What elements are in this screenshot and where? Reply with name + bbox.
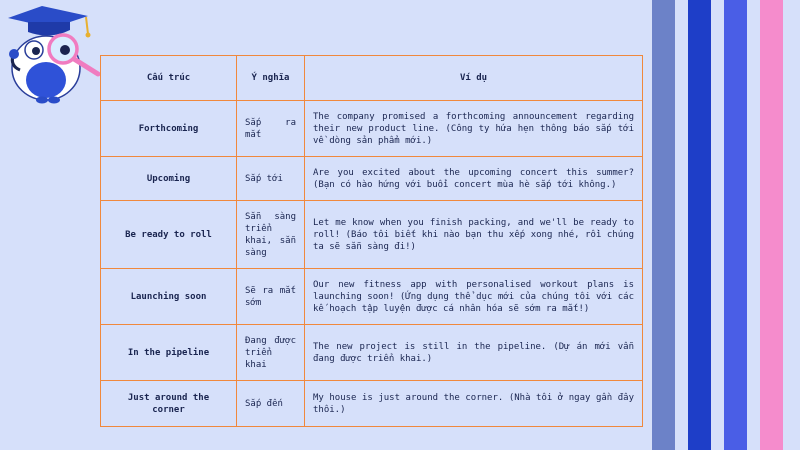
table-row <box>101 101 643 157</box>
structure-cell: Upcoming <box>101 157 237 201</box>
table-row <box>101 201 643 269</box>
decor-stripe-3 <box>724 0 747 450</box>
table-header-row <box>101 56 643 101</box>
decor-stripe-2 <box>688 0 711 450</box>
structure-cell: Forthcoming <box>101 101 237 157</box>
meaning-cell: Sắp đến <box>237 381 305 427</box>
example-cell: The new project is still in the pipeline. (Dự án mới vẫn đang được triển khai.) <box>305 325 643 381</box>
meaning-cell: Đang được triển khai <box>237 325 305 381</box>
table-row <box>101 381 643 427</box>
header-meaning: Ý nghĩa <box>237 56 305 101</box>
table-row <box>101 325 643 381</box>
structure-cell: In the pipeline <box>101 325 237 381</box>
structure-cell: Launching soon <box>101 269 237 325</box>
example-cell: Our new fitness app with personalised workout plans is launching soon! (Ứng dụng thể dục mới của chúng tôi với các kế hoạch tập luyện được cá nhân hóa sẽ sớm ra mắt!) <box>305 269 643 325</box>
decor-stripe-1 <box>652 0 675 450</box>
meaning-cell: Sẽ ra mắt sớm <box>237 269 305 325</box>
header-example: Ví dụ <box>305 56 643 101</box>
owl-mascot-icon <box>0 0 110 115</box>
table-row <box>101 157 643 201</box>
meaning-cell: Sắp tới <box>237 157 305 201</box>
table-row <box>101 269 643 325</box>
meaning-cell: Sắp ra mắt <box>237 101 305 157</box>
header-structure: Cấu trúc <box>101 56 237 101</box>
decor-stripe-4 <box>760 0 783 450</box>
example-cell: My house is just around the corner. (Nhà tôi ở ngay gần đây thôi.) <box>305 381 643 427</box>
example-cell: Are you excited about the upcoming concert this summer? (Bạn có hào hứng với buổi concert mùa hè sắp tới không.) <box>305 157 643 201</box>
example-cell: The company promised a forthcoming announcement regarding their new product line. (Công ty hứa hẹn thông báo sắp tới về dòng sản phẩm mới.) <box>305 101 643 157</box>
structure-cell: Just around the corner <box>101 381 237 427</box>
structure-cell: Be ready to roll <box>101 201 237 269</box>
structure-table <box>100 55 643 427</box>
example-cell: Let me know when you finish packing, and we'll be ready to roll! (Báo tôi biết khi nào bạn thu xếp xong nhé, rồi chúng ta sẽ sẵn sàng đi!) <box>305 201 643 269</box>
meaning-cell: Sẵn sàng triển khai, sẵn sàng <box>237 201 305 269</box>
